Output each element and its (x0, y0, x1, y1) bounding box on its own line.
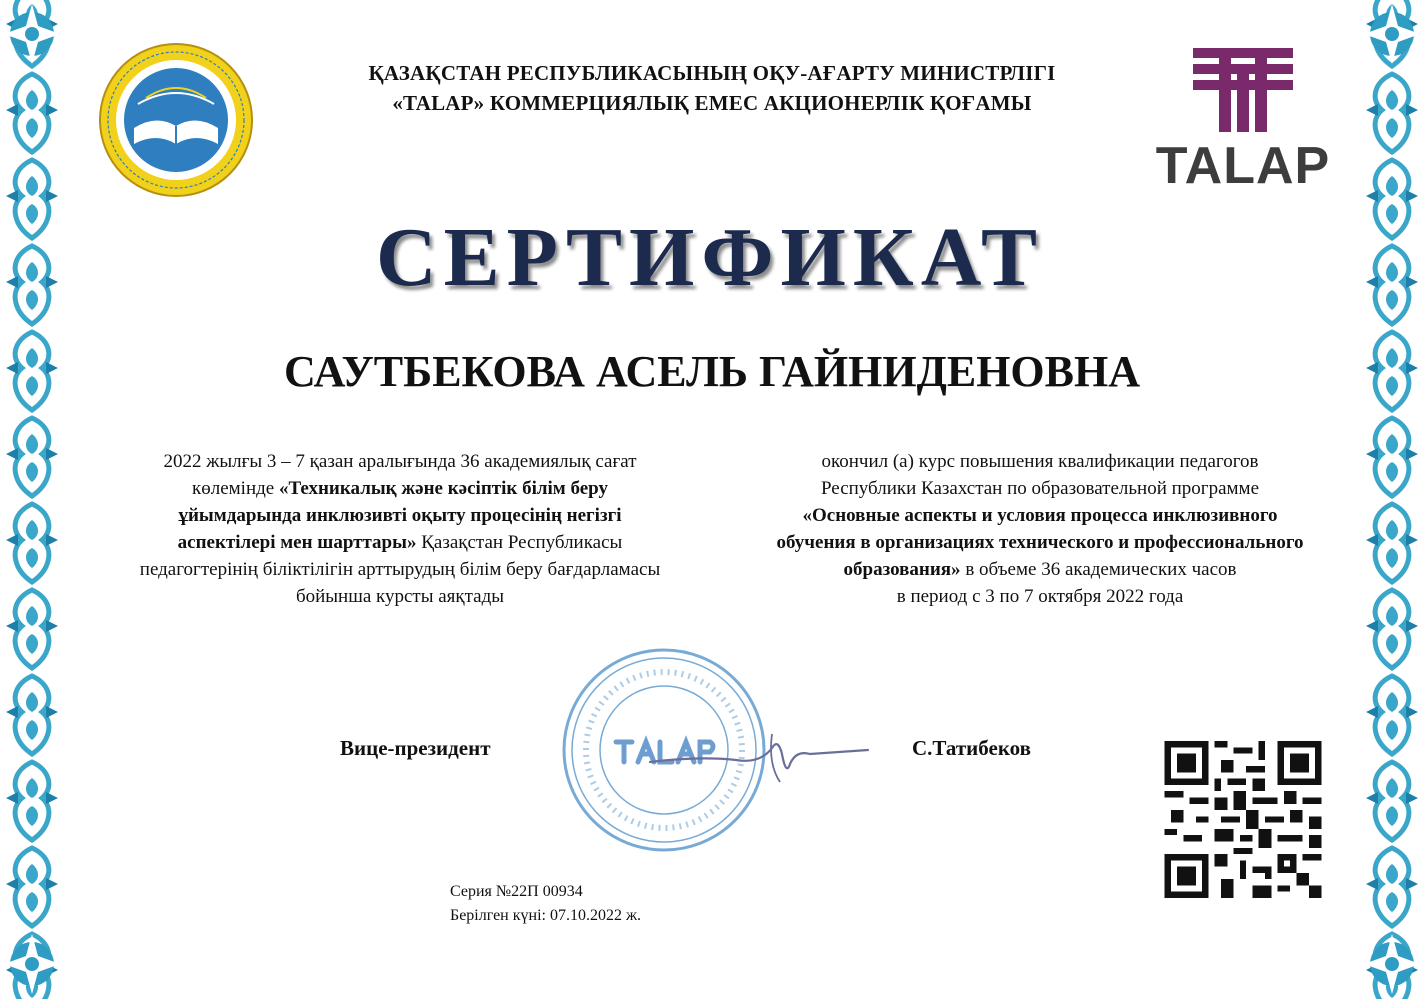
kazakh-line: бойынша курсты аяқтады (295, 586, 505, 607)
signatory-name: С.Татибеков (912, 736, 1031, 760)
russian-text-block (710, 448, 1370, 610)
russian-line: Республики Казахстан по образовательной программе (820, 478, 1260, 499)
company-line: «TALAP» КОММЕРЦИЯЛЫҚ ЕМЕС АКЦИОНЕРЛІК ҚОҒАМЫ (392, 91, 1032, 115)
ornament-border-icon (0, 0, 64, 999)
series-number: Серия №22П 00934 (450, 883, 583, 900)
russian-line (710, 502, 1370, 529)
qr-code[interactable] (1162, 741, 1324, 898)
russian-line-text: в объеме 36 академических часов (960, 559, 1237, 580)
russian-line (710, 529, 1370, 556)
russian-course-title: «Основные аспекты и условия процесса инклюзивного (802, 505, 1278, 526)
russian-line (710, 556, 1370, 583)
issue-date: Берілген күні: 07.10.2022 ж. (450, 907, 642, 924)
kazakh-line-text: көлемінде (192, 478, 279, 499)
russian-course-title: обучения в организациях технического и профессионального (776, 532, 1304, 553)
russian-line: окончил (а) курс повышения квалификации педагогов (821, 451, 1259, 472)
ministry-emblem (98, 42, 254, 198)
signatory-role: Вице-президент (340, 736, 491, 760)
talap-brand-text: TALAP (1155, 137, 1331, 195)
kazakh-text-block (70, 448, 730, 610)
ministry-line: ҚАЗАҚСТАН РЕСПУБЛИКАСЫНЫҢ ОҚУ-АҒАРТУ МИНИСТРЛІГІ (368, 61, 1056, 85)
kazakh-course-title: аспектілері мен шарттары» (177, 532, 417, 553)
russian-line: в период с 3 по 7 октября 2022 года (896, 586, 1184, 607)
kazakh-line-text: Қазақстан Республикасы (416, 532, 623, 553)
kazakh-line: педагогтерінің біліктілігін арттырудың білім беру бағдарламасы (139, 559, 661, 580)
left-ornament-border (0, 0, 64, 999)
russian-course-title: образования» (843, 559, 961, 580)
talap-logo (1150, 44, 1336, 194)
kazakh-line (70, 529, 730, 556)
qr-code-icon (1162, 741, 1324, 898)
kazakh-course-title: «Техникалық және кәсіптік білім беру (278, 478, 608, 499)
kazakh-line: 2022 жылғы 3 – 7 қазан аралығында 36 академиялық сағат (163, 451, 637, 472)
issuer-header (280, 58, 1144, 118)
kazakh-line (70, 502, 730, 529)
handwritten-signature (640, 724, 880, 794)
certificate-title: СЕРТИФИКАТ (375, 211, 1045, 304)
ministry-emblem-icon (98, 42, 254, 198)
certificate-series (450, 880, 641, 928)
talap-logo-icon (1183, 44, 1303, 134)
kazakh-course-title: ұйымдарында инклюзивті оқыту процесінің негізгі (178, 505, 622, 526)
kazakh-line (70, 475, 730, 502)
recipient-name: САУТБЕКОВА АСЕЛЬ ГАЙНИДЕНОВНА (283, 347, 1141, 396)
signature-icon (640, 724, 880, 794)
